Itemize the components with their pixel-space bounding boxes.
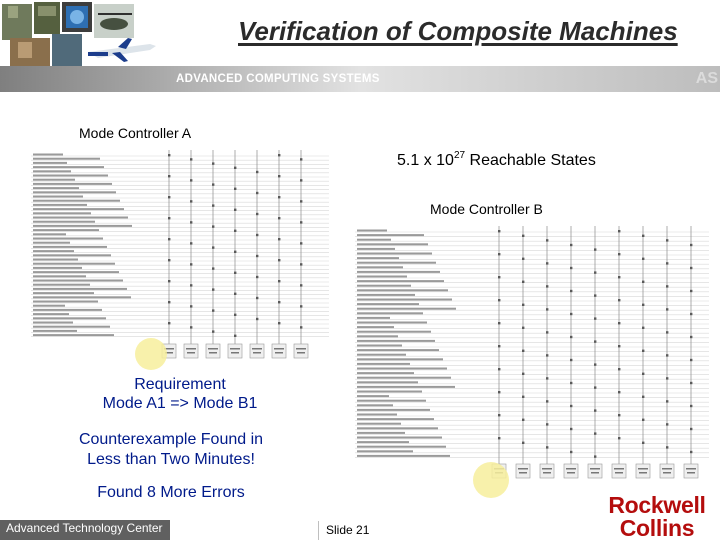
aviation-photo-collage bbox=[0, 0, 160, 70]
counterexample-line-1: Counterexample Found in bbox=[78, 431, 264, 448]
mode-controller-b-label: Mode Controller B bbox=[430, 201, 543, 217]
reachable-states-text bbox=[397, 150, 596, 170]
requirement-block bbox=[60, 375, 300, 413]
mode-controller-a-label: Mode Controller A bbox=[79, 125, 192, 141]
counterexample-line-2: Less than Two Minutes! bbox=[87, 451, 255, 468]
banner-ghost-text: AS bbox=[695, 70, 718, 87]
logo-line-1: Rockwell bbox=[608, 492, 706, 518]
requirement-title: Requirement bbox=[134, 376, 226, 393]
mode-controller-a-diagram bbox=[29, 148, 333, 372]
requirement-text: Mode A1 => Mode B1 bbox=[102, 395, 258, 412]
mode-controller-a-grid bbox=[31, 150, 329, 370]
reachable-states-suffix: Reachable States bbox=[465, 152, 596, 169]
slide-number: Slide 21 bbox=[326, 523, 370, 537]
banner-text: ADVANCED COMPUTING SYSTEMS bbox=[176, 73, 380, 85]
counterexample-block bbox=[40, 430, 302, 470]
footer-left-text: Advanced Technology Center bbox=[6, 521, 163, 535]
mode-controller-b-grid bbox=[355, 226, 709, 498]
rockwell-collins-logo bbox=[595, 492, 719, 540]
logo-line-2: Collins bbox=[619, 515, 695, 541]
reachable-states-base: 5.1 x 10 bbox=[397, 152, 454, 169]
more-errors-text: Found 8 More Errors bbox=[97, 484, 245, 501]
reachable-states-exponent: 27 bbox=[453, 150, 466, 161]
slide-title: Verification of Composite Machines bbox=[238, 16, 678, 46]
mode-controller-b-diagram bbox=[353, 224, 713, 504]
